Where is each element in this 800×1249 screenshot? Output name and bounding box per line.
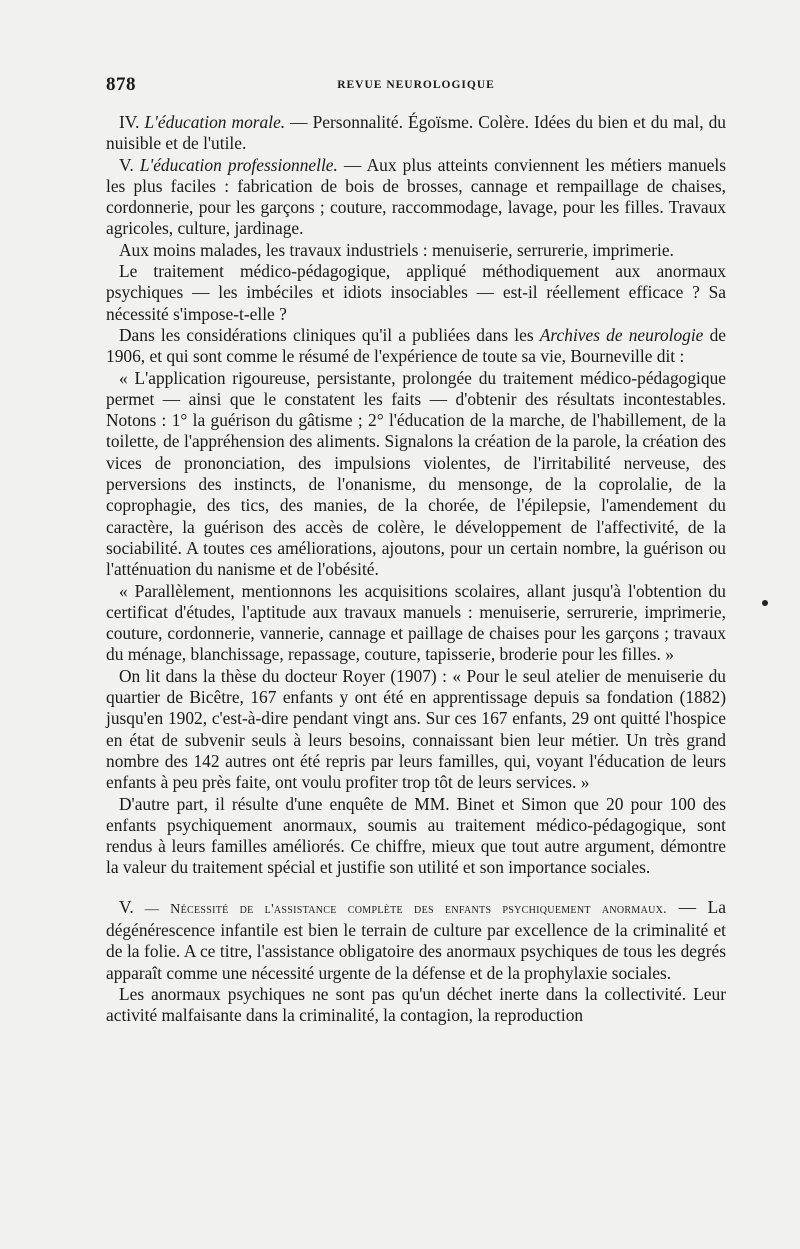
ink-speck xyxy=(762,600,768,606)
section-number: V. xyxy=(119,896,134,917)
section-heading: — Nécessité de l'assistance complète des enfants psychiquement anormaux. xyxy=(133,901,667,917)
paragraph-text: de 1906, et qui sont comme le résumé de l'expérience de toute sa vie, Bourneville dit : xyxy=(106,324,726,367)
paragraph-education-professionnelle xyxy=(106,155,726,240)
paragraph: Aux moins malades, les travaux industriels : menuiserie, serrurerie, imprimerie. xyxy=(119,239,674,260)
paragraph-text: — La dégénérescence infantile est bien le terrain de culture par excellence de la criminalité et de la folie. A ce titre, l'assistance obligatoire des anormaux psychiques de tous les degrés apparaît comme une nécessité urgente de la défense et de la prophylaxie sociales. xyxy=(106,896,726,983)
paragraph-royer: On lit dans la thèse du docteur Royer (1907) : « Pour le seul atelier de menuiserie du quartier de Bicêtre, 167 enfants y ont été en apprentissage depuis sa fondation (1882) jusqu'en 1902, c'est-à-dire pendant vingt ans. Sur ces 167 enfants, 29 ont quitté l'hospice en état de subvenir seuls à leurs besoins, connaissant bien leur métier. Un très grand nombre des 142 autres ont été repris par leurs familles, qui, voyant l'éducation de leurs enfants à peu près faite, ont voulu profiter trop tôt de leurs services. » xyxy=(106,665,726,793)
section-title: L'éducation professionnelle. xyxy=(139,154,338,175)
paragraph-education-morale xyxy=(106,112,726,155)
paragraph-section-v xyxy=(106,897,726,984)
running-header xyxy=(106,74,726,100)
body-text xyxy=(106,112,726,1026)
quote-paragraph: « Parallèlement, mentionnons les acquisitions scolaires, allant jusqu'à l'obtention du certificat d'études, l'aptitude aux travaux manuels : menuiserie, serrurerie, imprimerie, couture, cordonnerie, vannerie, cannage et paillage de chaises pour les garçons ; travaux du ménage, blanchissage, repassage, couture, tapisserie, broderie pour les filles. » xyxy=(106,580,726,665)
paragraph-text: — Personnalité. Égoïsme. Colère. Idées du bien et du mal, du nuisible et de l'utile. xyxy=(106,112,726,154)
section-number: V. xyxy=(119,154,134,175)
page-number: 878 xyxy=(106,74,136,95)
section-number: IV. xyxy=(119,112,140,132)
section-title: L'éducation morale. xyxy=(144,112,286,132)
paragraph-text: Dans les considérations cliniques qu'il a publiées dans les xyxy=(119,324,540,345)
paragraph-text: — Aux plus atteints conviennent les métiers manuels les plus faciles : fabrication de bois de brosses, cannage et rempaillage de chaises, cordonnerie, pour les garçons ; couture, raccommodage, lavage, pour les filles. Travaux agricoles, culture, jardinage. xyxy=(106,154,726,239)
paragraph: Le traitement médico-pédagogique, appliqué méthodiquement aux anormaux psychiques — les imbéciles et idiots insociables — est-il réellement efficace ? Sa nécessité s'impose-t-elle ? xyxy=(106,261,726,324)
paragraph-bourneville-intro xyxy=(106,325,726,368)
paragraph-binet-simon: D'autre part, il résulte d'une enquête de MM. Binet et Simon que 20 pour 100 des enfants psychiquement anormaux, soumis au traitement médico-pédagogique, sont rendus à leurs familles améliorés. Ce chiffre, mieux que tout autre argument, démontre la valeur du traitement spécial et justifie son utilité et son importance sociales. xyxy=(106,793,726,878)
journal-title: REVUE NEUROLOGIQUE xyxy=(337,79,495,91)
quote-paragraph: « L'application rigoureuse, persistante, prolongée du traitement médico-pédagogique permet — ainsi que le constatent les faits — d'obtenir des résultats incontestables. Notons : 1° la guérison du gâtisme ; 2° l'éducation de la marche, de l'habillement, de la toilette, de l'appréhension des aliments. Signalons la création de la parole, la création des vices de prononciation, des impulsions violentes, de l'irritabilité nerveuse, des perversions des instincts, de l'onanisme, du mensonge, de la coprolalie, de la coprophagie, des tics, des manies, de la chorée, de l'épilepsie, l'amendement du caractère, la guérison des accès de colère, le développement de l'affectivité, de la sociabilité. A toutes ces améliorations, ajoutons, pour un certain nombre, la guérison ou l'atténuation du nanisme et de l'obésité. xyxy=(106,367,726,580)
journal-citation: Archives de neurologie xyxy=(539,324,704,345)
paragraph: Les anormaux psychiques ne sont pas qu'un déchet inerte dans la collectivité. Leur activité malfaisante dans la criminalité, la contagion, la reproduction xyxy=(106,983,726,1026)
